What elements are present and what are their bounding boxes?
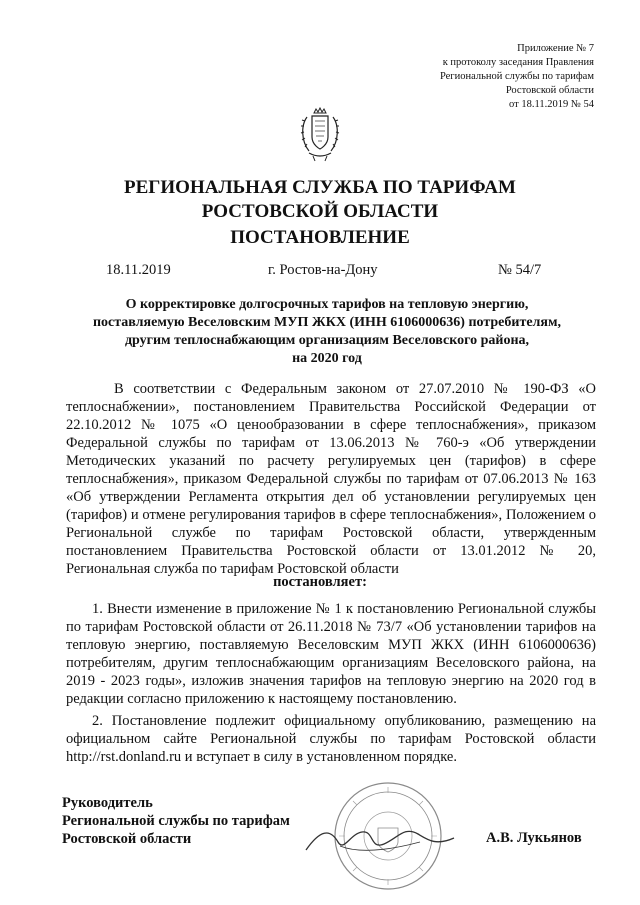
handwritten-signature [300,820,460,860]
document-subject [66,296,588,368]
decree-item-1: 1. Внести изменение в приложение № 1 к постановлению Региональной службы по тарифам Ростовской области от 26.11.2018 № 73/7 «Об установлении тарифов на тепловую энергию, поставляемую Веселовским МУП ЖКХ (ИНН 6106000636) потребителям, другим теплоснабжающим организациям Веселовского района, на 2019 - 2023 годы», изложив значения тарифов на тепловую энергию на 2020 год в редакции согласно приложению к настоящему постановлению. [66,601,596,707]
decree-word: постановляет: [273,574,367,590]
subject-line: другим теплоснабжающим организациям Веселовского района, [124,333,530,348]
document-type: ПОСТАНОВЛЕНИЕ [230,227,410,248]
signature-block-title [62,794,290,848]
signature-title-line: Руководитель [62,795,153,811]
subject-line: поставляемую Веселовским МУП ЖКХ (ИНН 6106000636) потребителям, [92,315,562,330]
document-city: г. Ростов-на-Дону [268,262,378,278]
subject-line: О корректировке долгосрочных тарифов на тепловую энергию, [125,297,529,312]
subject-line: на 2020 год [292,351,362,366]
org-name-line2: РОСТОВСКОЙ ОБЛАСТИ [201,201,439,222]
document-number: № 54/7 [498,262,542,278]
appendix-line: к протоколу заседания Правления [442,57,594,68]
signature-title-line: Ростовской области [62,831,192,847]
coat-of-arms-icon [297,107,343,163]
appendix-line: Приложение № 7 [517,43,594,54]
appendix-line: Ростовской области [505,85,594,96]
appendix-line: Региональной службы по тарифам [439,71,594,82]
org-name [0,176,640,224]
signature-title-line: Региональной службы по тарифам [62,813,290,829]
signer-name: А.В. Лукьянов [486,830,582,846]
document-date: 18.11.2019 [106,262,171,278]
appendix-note [440,42,594,112]
appendix-line: от 18.11.2019 № 54 [509,99,594,110]
decree-item-2: 2. Постановление подлежит официальному опубликованию, размещению на официальном сайте Региональной службы по тарифам Ростовской области http://rst.donland.ru и вступает в силу в установленном порядке. [66,713,596,765]
org-name-line1: РЕГИОНАЛЬНАЯ СЛУЖБА ПО ТАРИФАМ [124,177,516,198]
preamble-paragraph: В соответствии с Федеральным законом от 27.07.2010 № 190-ФЗ «О теплоснабжении», постановлением Правительства Российской Федерации от 22.10.2012 № 1075 «О ценообразовании в сфере теплоснабжения», приказом Федеральной службы по тарифам от 13.06.2013 № 760-э «Об утверждении Методических указаний по расчету регулируемых цен (тарифов) в сфере теплоснабжения», приказом Федеральной службы по тарифам от 07.06.2013 № 163 «Об утверждении Регламента открытия дел об установлении регулируемых цен (тарифов) и отмене регулирования тарифов в сфере теплоснабжения», Положением о Региональной службе по тарифам Ростовской области, утвержденным постановлением Правительства Ростовской области от 13.01.2012 № 20, Региональная служба по тарифам Ростовской области [66,381,596,577]
